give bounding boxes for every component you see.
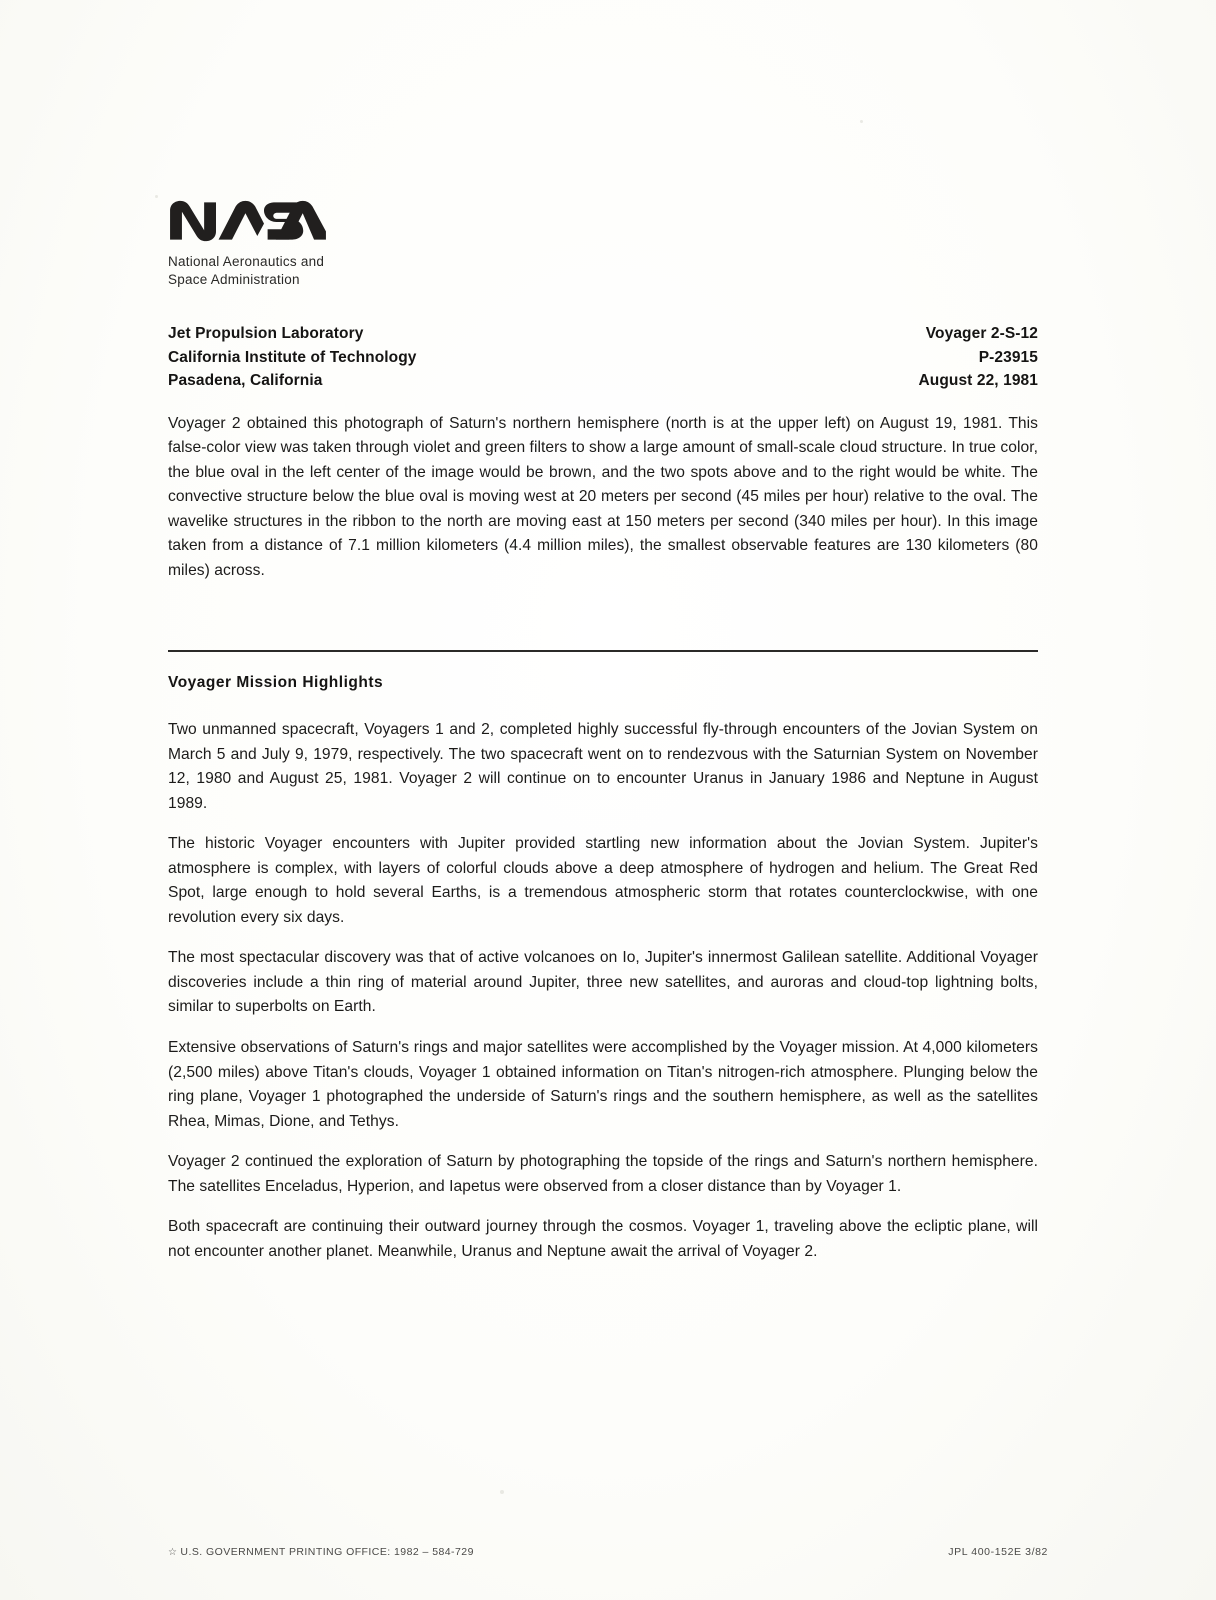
release-identification <box>918 322 1038 393</box>
horizontal-rule <box>168 650 1038 652</box>
nasa-logo-block <box>168 198 588 289</box>
scan-artifact <box>860 120 863 123</box>
address-line-2: California Institute of Technology <box>168 348 417 366</box>
gpo-imprint <box>168 1546 474 1558</box>
body-paragraph: Two unmanned spacecraft, Voyagers 1 and 2, completed highly successful fly-through encounters of the Jovian System on March 5 and July 9, 1979, respectively. The two spacecraft went on to rendezvous with the Saturnian System on November 12, 1980 and August 25, 1981. Voyager 2 will continue on to encounter Uranus in January 1986 and Neptune in August 1989. <box>168 721 1038 812</box>
body-paragraph: Voyager 2 continued the exploration of Saturn by photographing the topside of the rings and Saturn's northern hemisphere. The satellites Enceladus, Hyperion, and Iapetus were observed from a closer distance than by Voyager 1. <box>168 1153 1038 1195</box>
jpl-document-code: JPL 400-152E 3/82 <box>948 1546 1048 1558</box>
photo-number: P-23915 <box>978 348 1038 366</box>
photo-caption: Voyager 2 obtained this photograph of Saturn's northern hemisphere (north is at the upper left) on August 19, 1981. This false-color view was taken through violet and green filters to show a large amount of small-scale cloud structure. In true color, the blue oval in the left center of the image would be brown, and the two spots above and to the right would be white. The convective structure below the blue oval is moving west at 20 meters per second (45 miles per hour) relative to the oval. The wavelike structures in the ribbon to the north are moving east at 150 meters per second (340 miles per hour). In this image taken from a distance of 7.1 million kilometers (4.4 million miles), the smallest observable features are 130 kilometers (80 miles) across. <box>168 415 1038 579</box>
body-paragraph: The most spectacular discovery was that of active volcanoes on Io, Jupiter's innermost Galilean satellite. Additional Voyager discoveries include a thin ring of material around Jupiter, three new satellites, and auroras and cloud-top lightning bolts, similar to superbolts on Earth. <box>168 949 1038 1016</box>
agency-line-1: National Aeronautics and <box>168 254 325 269</box>
address-line-3: Pasadena, California <box>168 372 323 390</box>
jpl-address <box>168 322 417 393</box>
agency-line-2: Space Administration <box>168 271 300 287</box>
address-line-1: Jet Propulsion Laboratory <box>168 325 364 342</box>
agency-name <box>168 253 588 289</box>
star-icon: ☆ <box>168 1547 178 1558</box>
body-paragraph: Extensive observations of Saturn's rings and major satellites were accomplished by the Voyager mission. At 4,000 kilometers (2,500 miles) above Titan's clouds, Voyager 1 obtained information on Titan's nitrogen-rich atmosphere. Plunging below the ring plane, Voyager 1 photographed the underside of Saturn's rings and the southern hemisphere, as well as the satellites Rhea, Mimas, Dione, and Tethys. <box>168 1039 1038 1130</box>
body-paragraph: The historic Voyager encounters with Jupiter provided startling new information about the Jovian System. Jupiter's atmosphere is complex, with layers of colorful clouds above a deep atmosphere of hydrogen and helium. The Great Red Spot, large enough to hold several Earths, is a tremendous atmospheric storm that rotates counterclockwise, with one revolution every six days. <box>168 835 1038 926</box>
page-footer <box>168 1546 1048 1558</box>
nasa-worm-logo-icon <box>168 198 328 244</box>
header-row <box>168 322 1038 393</box>
gpo-text: U.S. GOVERNMENT PRINTING OFFICE: 1982 – 584-729 <box>180 1546 474 1558</box>
scan-artifact <box>500 1490 504 1494</box>
release-date: August 22, 1981 <box>918 372 1038 390</box>
mission-highlights-body <box>168 718 1038 1264</box>
body-paragraph: Both spacecraft are continuing their outward journey through the cosmos. Voyager 1, traveling above the ecliptic plane, will not encounter another planet. Meanwhile, Uranus and Neptune await the arrival of Voyager 2. <box>168 1218 1038 1260</box>
scan-artifact <box>155 195 158 198</box>
release-number: Voyager 2-S-12 <box>925 325 1038 342</box>
section-title: Voyager Mission Highlights <box>168 674 384 691</box>
